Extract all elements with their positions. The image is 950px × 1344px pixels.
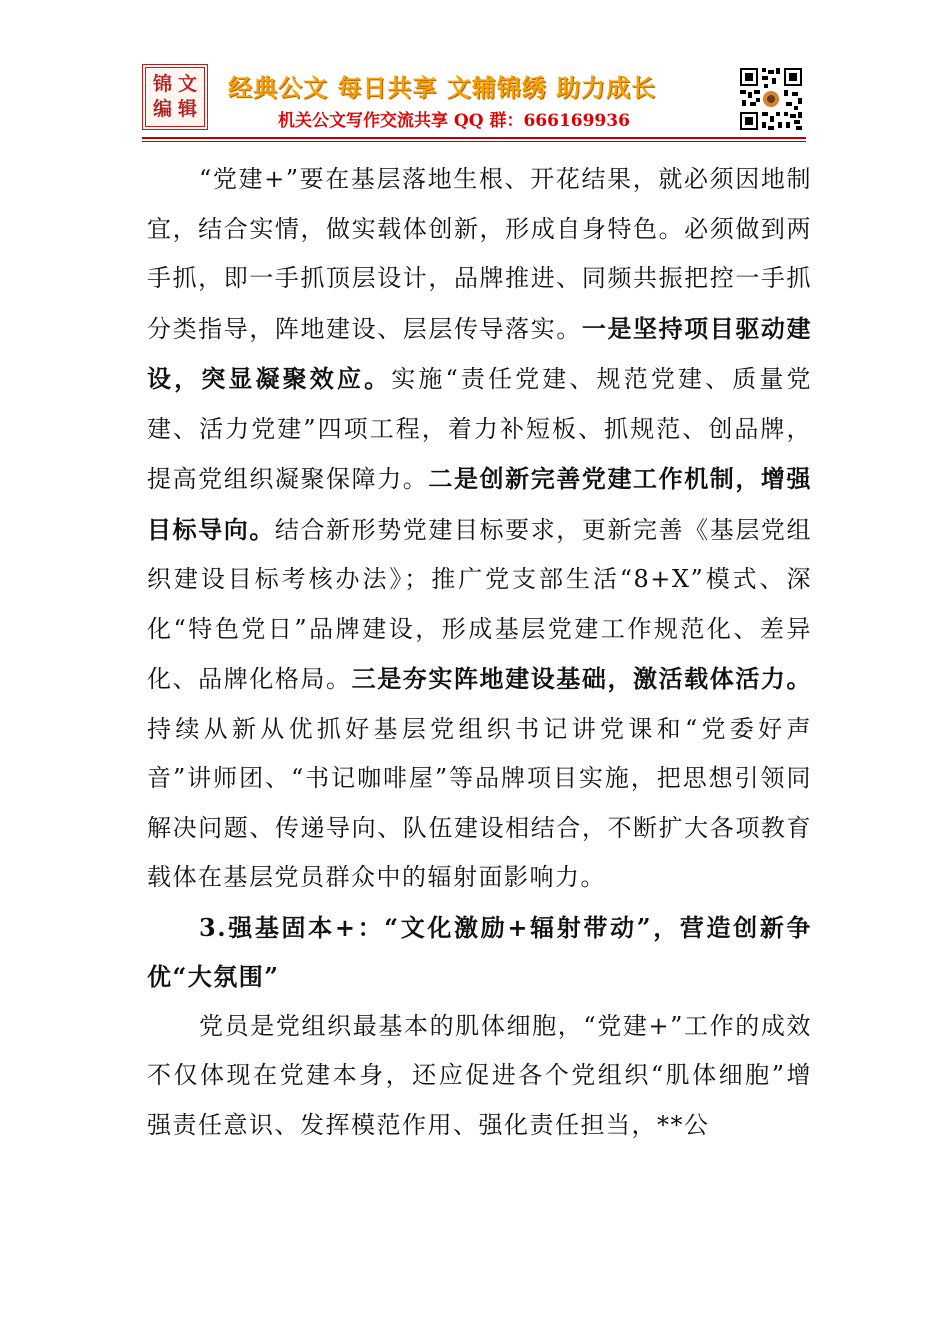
header-slogan: 经典公文 每日共享 文辅锦绣 助力成长	[228, 74, 657, 102]
header-rule	[142, 137, 806, 139]
logo-char: 辑	[177, 98, 197, 120]
document-body	[147, 155, 812, 1150]
paragraph-text: “党建+”要在基层落地生根、开花结果，就必须因地制宜，结合实情，做实载体创新，形成自身特色。必须做到两手抓，即一手抓顶层设计，品牌推进、同频共振把控一手抓分类指导，阵地建设、层层传导落实。	[147, 165, 812, 343]
qr-code-icon	[738, 66, 804, 132]
paragraph-text: 结合新形势党建目标要求，更新完善《基层党组织建设目标考核办法》；推广党支部生活“8+X”模式、深化“特色党日”品牌建设，形成基层党建工作规范化、差异化、品牌化格局。	[147, 515, 813, 693]
body-paragraph: 党员是党组织最基本的肌体细胞，“党建+”工作的成效不仅体现在党建本身，还应促进各个党组织“肌体细胞”增强责任意识、发挥模范作用、强化责任担当，**公	[147, 1011, 812, 1139]
section-heading: 3.强基固本+：“文化激励+辐射带动”，营造创新争优“大氛围”	[147, 912, 812, 991]
logo-char: 文	[177, 73, 197, 95]
bold-point: 一是坚持项目驱动建设，突显凝聚效应。	[147, 313, 812, 393]
paragraph-text: 实施“责任党建、规范党建、质量党建、活力党建”四项工程，着力补短板、抓规范、创品牌，提高党组织凝聚保障力。	[147, 365, 812, 493]
seal-logo	[142, 64, 208, 130]
bold-point: 二是创新完善党建工作机制，增强目标导向。	[147, 464, 813, 544]
paragraph-text: 持续从新从优抓好基层党组织书记讲党课和“党委好声音”讲师团、“书记咖啡屋”等品牌项目实施，把思想引领同解决问题、传递导向、队伍建设相结合，不断扩大各项教育载体在基层党员群众中的辐射面影响力。	[147, 714, 812, 891]
logo-char: 编	[152, 98, 172, 120]
header-qq-group: 机关公文写作交流共享 QQ 群：666169936	[278, 111, 630, 131]
body-paragraph	[147, 155, 812, 903]
header-rule-thin	[142, 141, 806, 142]
document-header	[0, 0, 950, 150]
logo-char: 锦	[152, 73, 172, 95]
bold-point: 三是夯实阵地建设基础，激活载体活力。	[351, 664, 812, 693]
